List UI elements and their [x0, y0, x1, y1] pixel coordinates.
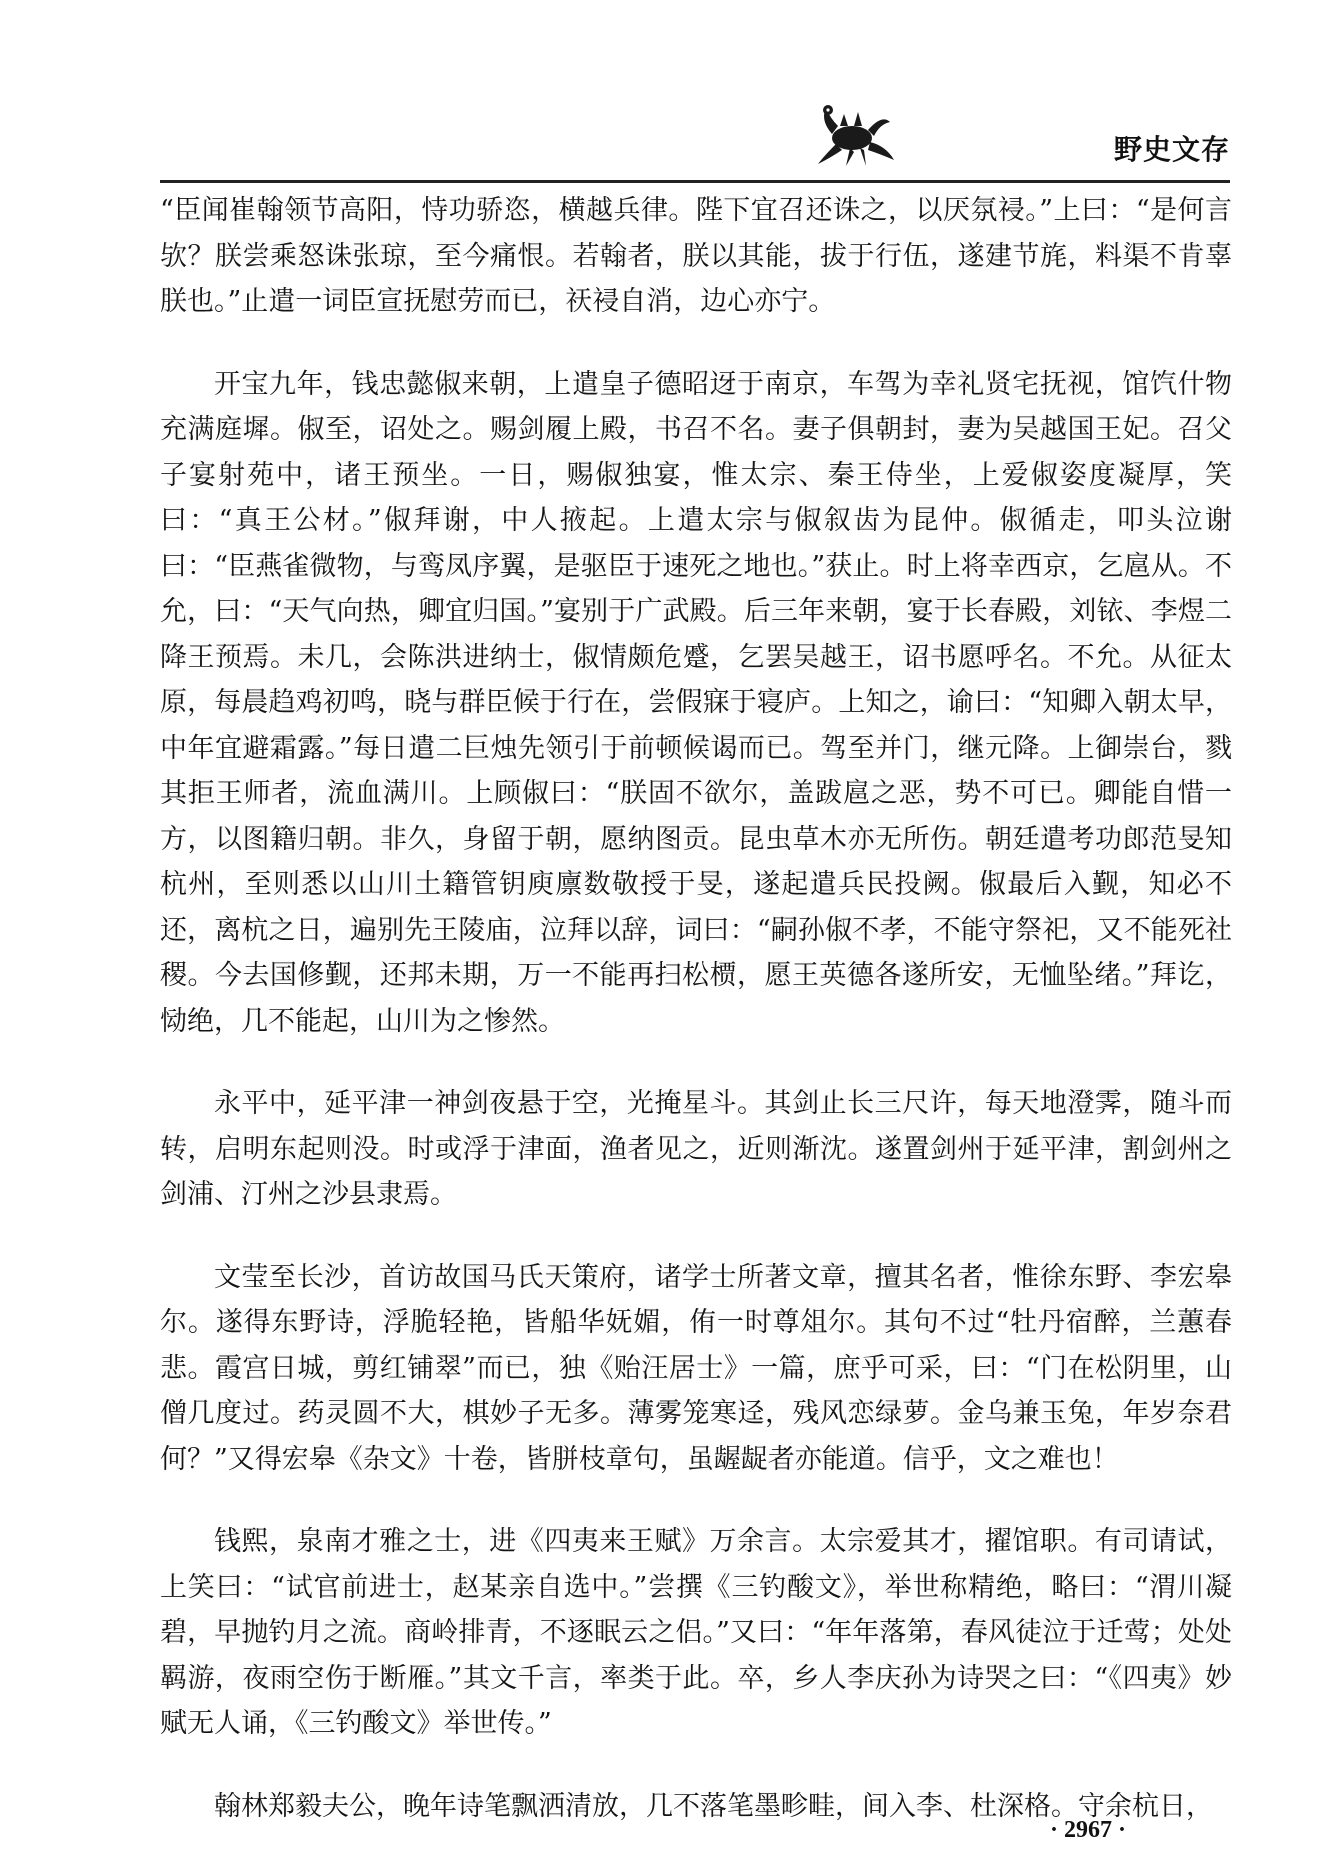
page-header [160, 88, 1230, 178]
paragraph: 文莹至长沙，首访故国马氏天策府，诸学士所著文章，擅其名者，惟徐东野、李宏皋尔。遂得东野诗，浮脆轻艳，皆船华妩媚，侑一时尊俎尔。其句不过“牡丹宿醉，兰蕙春悲。霞宫日城，剪红铺翠”而已，独《贻汪居士》一篇，庶乎可采，曰：“门在松阴里，山僧几度过。药灵圆不大，棋妙子无多。薄雾笼寒迳，残风恋绿萝。金乌兼玉兔，年岁奈君何？”又得宏皋《杂文》十卷，皆胼枝章句，虽龌龊者亦能道。信乎，文之难也！ [160, 1261, 1232, 1475]
dragon-emblem-icon [810, 100, 900, 170]
main-text [160, 188, 1232, 1866]
paragraph: “臣闻崔翰领节高阳，恃功骄恣，横越兵律。陛下宜召还诛之，以厌氛祲。”上曰：“是何言欤？朕尝乘怒诛张琼，至今痛恨。若翰者，朕以其能，拔于行伍，遂建节旄，料渠不肯辜朕也。”止遣一词臣宣抚慰劳而已，祆祲自消，边心亦宁。 [160, 195, 1232, 317]
page-number: · 2967 · [1050, 1817, 1127, 1843]
paragraph: 开宝九年，钱忠懿俶来朝，上遣皇子德昭迓于南京，车驾为幸礼贤宅抚视，馆饩什物充满庭墀。俶至，诏处之。赐剑履上殿，书召不名。妻子俱朝封，妻为吴越国王妃。召父子宴射苑中，诸王预坐。一日，赐俶独宴，惟太宗、秦王侍坐，上爱俶姿度凝厚，笑曰：“真王公材。”俶拜谢，中人掖起。上遣太宗与俶叙齿为昆仲。俶循走，叩头泣谢曰：“臣燕雀微物，与鸾凤序翼，是驱臣于速死之地也。”获止。时上将幸西京，乞扈从。不允，曰：“天气向热，卿宜归国。”宴别于广武殿。后三年来朝，宴于长春殿，刘铱、李煜二降王预焉。未几，会陈洪进纳士，俶情颇危蹙，乞罢吴越王，诏书愿呼名。不允。从征太原，每晨趋鸡初鸣，晓与群臣候于行在，尝假寐于寝庐。上知之，谕曰：“知卿入朝太早，中年宜避霜露。”每日遣二巨烛先领引于前顿候谒而已。驾至并门，继元降。上御崇台，戮其拒王师者，流血满川。上顾俶曰：“朕固不欲尔，盖跋扈之恶，势不可已。卿能自惜一方，以图籍归朝。非久，身留于朝，愿纳图贡。昆虫草木亦无所伤。朝廷遣考功郎范旻知杭州，至则悉以山川土籍管钥庾廪数敬授于旻，遂起遣兵民投阙。俶最后入觐，知必不还，离杭之日，遍别先王陵庙，泣拜以辞，词曰：“嗣孙俶不孝，不能守祭祀，又不能死社稷。今去国修觐，还邦未期，万一不能再扫松槚，愿王英德各遂所安，无恤坠绪。”拜讫，恸绝，几不能起，山川为之惨然。 [160, 368, 1232, 1037]
paragraph: 翰林郑毅夫公，晚年诗笔飘洒清放，几不落笔墨畛畦，间入李、杜深格。守余杭日， [214, 1790, 1213, 1822]
paragraph: 永平中，延平津一神剑夜悬于空，光掩星斗。其剑止长三尺许，每天地澄霁，随斗而转，启明东起则没。时或浮于津面，渔者见之，近则渐沈。遂置剑州于延平津，割剑州之剑浦、汀州之沙县隶焉。 [160, 1088, 1232, 1210]
header-rule [160, 180, 1230, 183]
running-title: 野史文存 [1113, 133, 1230, 166]
paragraph: 钱熙，泉南才雅之士，进《四夷来王赋》万余言。太宗爱其才，擢馆职。有司请试，上笑曰：“试官前进士，赵某亲自选中。”尝撰《三钓酸文》，举世称精绝，略曰：“渭川凝碧，早抛钓月之流。商岭排青，不逐眠云之侣。”又曰：“年年落第，春风徒泣于迁莺；处处羁游，夜雨空伤于断雁。”其文千言，率类于此。卒，乡人李庆孙为诗哭之曰：“《四夷》妙赋无人诵，《三钓酸文》举世传。” [160, 1526, 1232, 1739]
